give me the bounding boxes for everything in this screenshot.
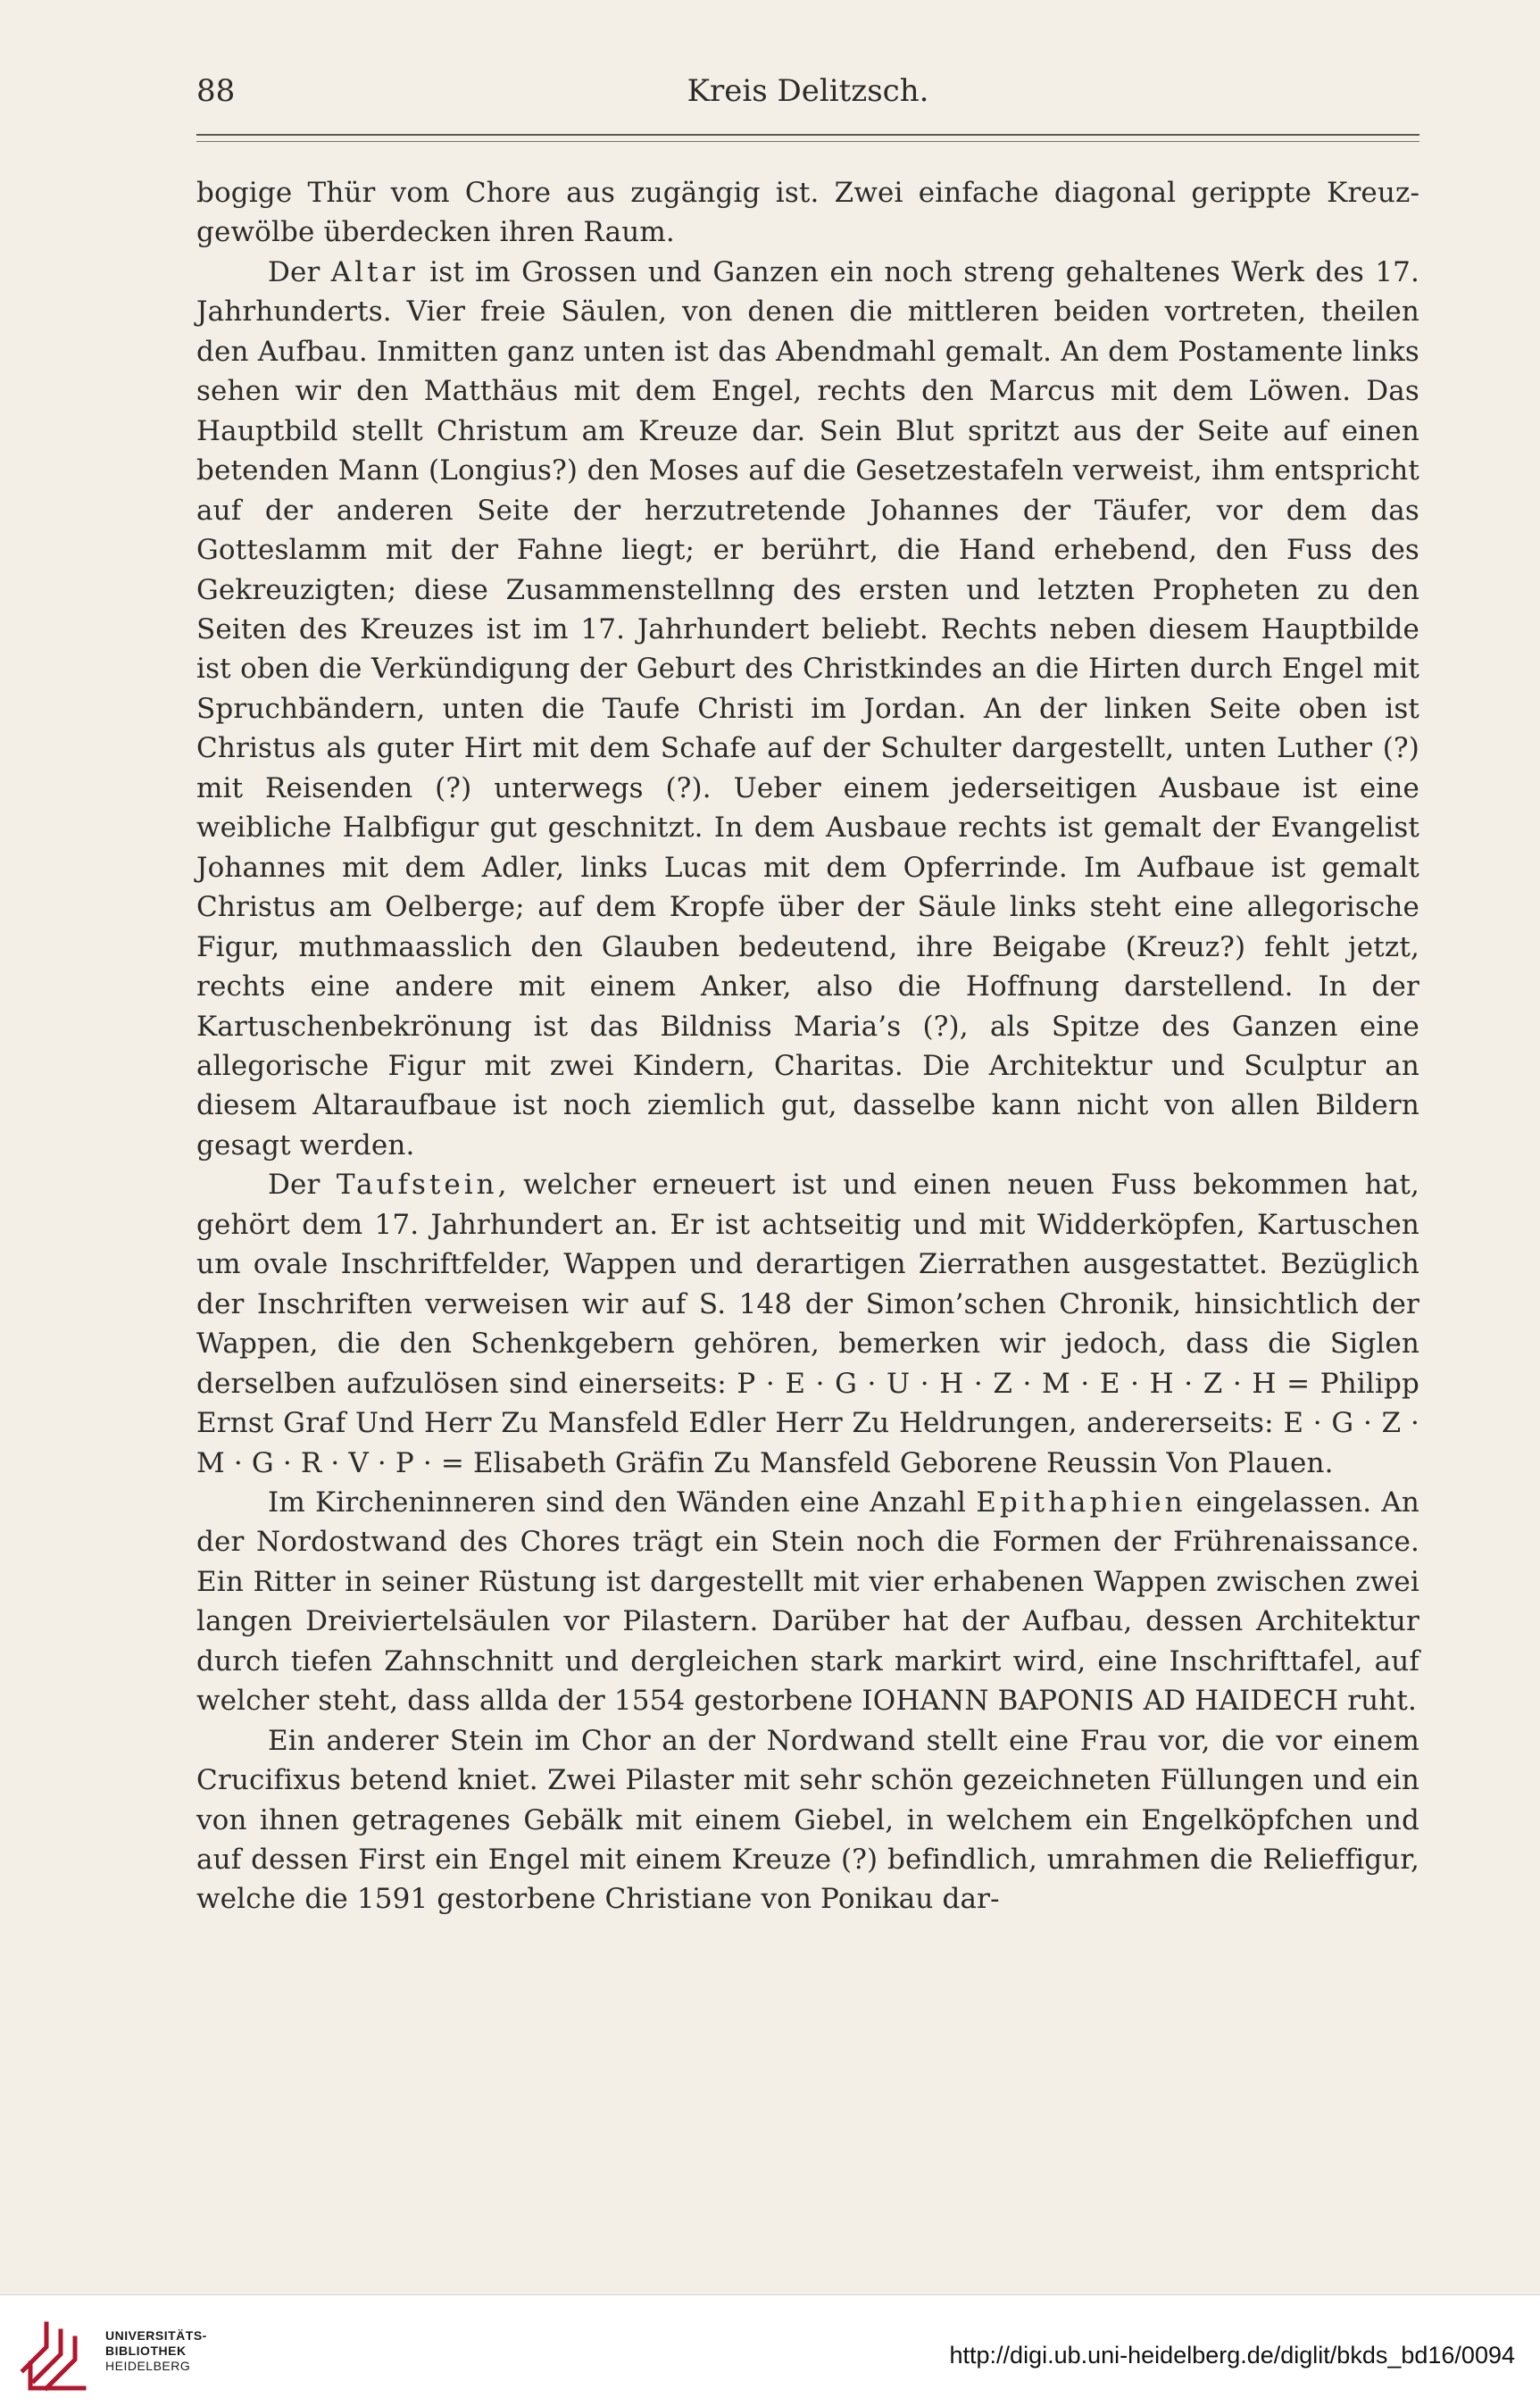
header-rule (196, 134, 1419, 136)
term-altar: Altar (330, 255, 419, 288)
paragraph-4-epithaphien (196, 1483, 1419, 1721)
paragraph-1: bogige Thür vom Chore aus zugängig ist. Zwei einfache diagonal gerippte Kreuzgewölbe überdecken ihren Raum. (196, 177, 1419, 249)
paragraph-3-after: , welcher erneuert ist und einen neuen Fuss bekommen hat, gehört dem 17. Jahrhundert an. Er ist achtseitig und mit Widderköpfen, Kartuschen um ovale Inschriftfelder, Wappen und derartigen Zierrathen ausgestattet. Bezüglich der Inschriften verweisen wir auf S. 148 der Simon’schen Chronik, hinsichtlich der Wappen, die den Schenkgebern gehören, bemerken wir jedoch, dass die Siglen derselben aufzulösen sind einerseits: P · E · G · U · H · Z · M · E · H · Z · H = Philipp Ernst Graf Und Herr Zu Mansfeld Edler Herr Zu Heldrungen, andererseits: E · G · Z · M · G · R · V · P · = Elisabeth Gräfin Zu Mansfeld Geborene Reussin Von Plauen. (196, 1169, 1419, 1479)
footer-bar (0, 2294, 1540, 2406)
page-header (196, 73, 1419, 127)
paragraph-3-taufstein (196, 1165, 1419, 1483)
university-library-logo-icon[interactable] (16, 2313, 95, 2392)
body-text (196, 173, 1419, 1919)
library-name[interactable] (105, 2328, 257, 2374)
paragraph-2-before: Der (268, 255, 331, 288)
paragraph-2-altar (196, 253, 1419, 1165)
library-name-line-3: HEIDELBERG (105, 2359, 191, 2373)
paragraph-5: Ein anderer Stein im Chor an der Nordwand stellt eine Frau vor, die vor einem Crucifixus betend kniet. Zwei Pilaster mit sehr schön gezeichneten Füllungen und ein von ihnen getragenes Gebälk mit einem Giebel, in welchem ein Engelköpfchen und auf dessen First ein Engel mit einem Kreuze (?) befindlich, umrahmen die Relieffigur, welche die 1591 gestorbene Christiane von Ponikau dar- (196, 1724, 1419, 1916)
library-name-line-2: BIBLIOTHEK (105, 2344, 187, 2358)
permalink-url[interactable]: http://digi.ub.uni-heidelberg.de/diglit/bkds_bd16/0094 (949, 2342, 1515, 2369)
paragraph-2-after: ist im Grossen und Ganzen ein noch streng gehaltenes Werk des 17. Jahrhunderts. Vier freie Säulen, von denen die mittleren beiden vortreten, theilen den Aufbau. Inmitten ganz unten ist das Abendmahl gemalt. An dem Postamente links sehen wir den Matthäus mit dem Engel, rechts den Marcus mit dem Löwen. Das Hauptbild stellt Christum am Kreuze dar. Sein Blut spritzt aus der Seite auf einen betenden Mann (Longius?) den Moses auf die Gesetzestafeln verweist, ihm entspricht auf der anderen Seite der herzutretende Johannes der Täufer, vor dem das Gotteslamm mit der Fahne liegt; er berührt, die Hand erhebend, den Fuss des Gekreuzigten; diese Zusammenstellnng des ersten und letzten Propheten zu den Seiten des Kreuzes ist im 17. Jahrhundert beliebt. Rechts neben diesem Hauptbilde ist oben die Verkündigung der Geburt des Christkindes an die Hirten durch Engel mit Spruchbändern, unten die Taufe Christi im Jordan. An der linken Seite oben ist Christus als guter Hirt mit dem Schafe auf der Schulter dargestellt, unten Luther (?) mit Reisenden (?) unterwegs (?). Ueber einem jederseitigen Ausbaue ist eine weibliche Halbfigur gut geschnitzt. In dem Ausbaue rechts ist gemalt der Evangelist Johannes mit dem Adler, links Lucas mit dem Opferrinde. Im Aufbaue ist gemalt Christus am Oelberge; auf dem Kropfe über der Säule links steht eine allegorische Figur, muthmaasslich den Glauben bedeutend, ihre Beigabe (Kreuz?) fehlt jetzt, rechts eine andere mit einem Anker, also die Hoffnung darstellend. In der Kartuschenbekrönung ist das Bildniss Maria’s (?), als Spitze des Ganzen eine allegorische Figur mit zwei Kindern, Charitas. Die Architektur und Sculptur an diesem Altaraufbaue ist noch ziemlich gut, dasselbe kann nicht von allen Bildern gesagt werden. (196, 255, 1419, 1161)
running-title: Kreis Delitzsch. (687, 73, 929, 109)
term-taufstein: Taufstein (336, 1169, 498, 1202)
page-number: 88 (196, 73, 236, 109)
paragraph-3-before: Der (268, 1169, 337, 1202)
term-epithaphien: Epithaphien (976, 1486, 1186, 1519)
header-rule-thin (196, 141, 1419, 142)
paragraph-4-before: Im Kircheninneren sind den Wänden eine Anzahl (268, 1486, 977, 1519)
paragraph-4-after: eingelassen. An der Nordostwand des Chores trägt ein Stein noch die Formen der Frührenaissance. Ein Ritter in seiner Rüstung ist dargestellt mit vier erhabenen Wappen zwischen zwei langen Dreiviertelsäulen vor Pilastern. Darüber hat der Aufbau, dessen Architektur durch tiefen Zahnschnitt und dergleichen stark markirt wird, eine Inschrifttafel, auf welcher steht, dass allda der 1554 gestorbene IOHANN BAPONIS AD HAIDECH ruht. (196, 1486, 1419, 1718)
library-name-line-1: UNIVERSITÄTS- (105, 2328, 207, 2343)
